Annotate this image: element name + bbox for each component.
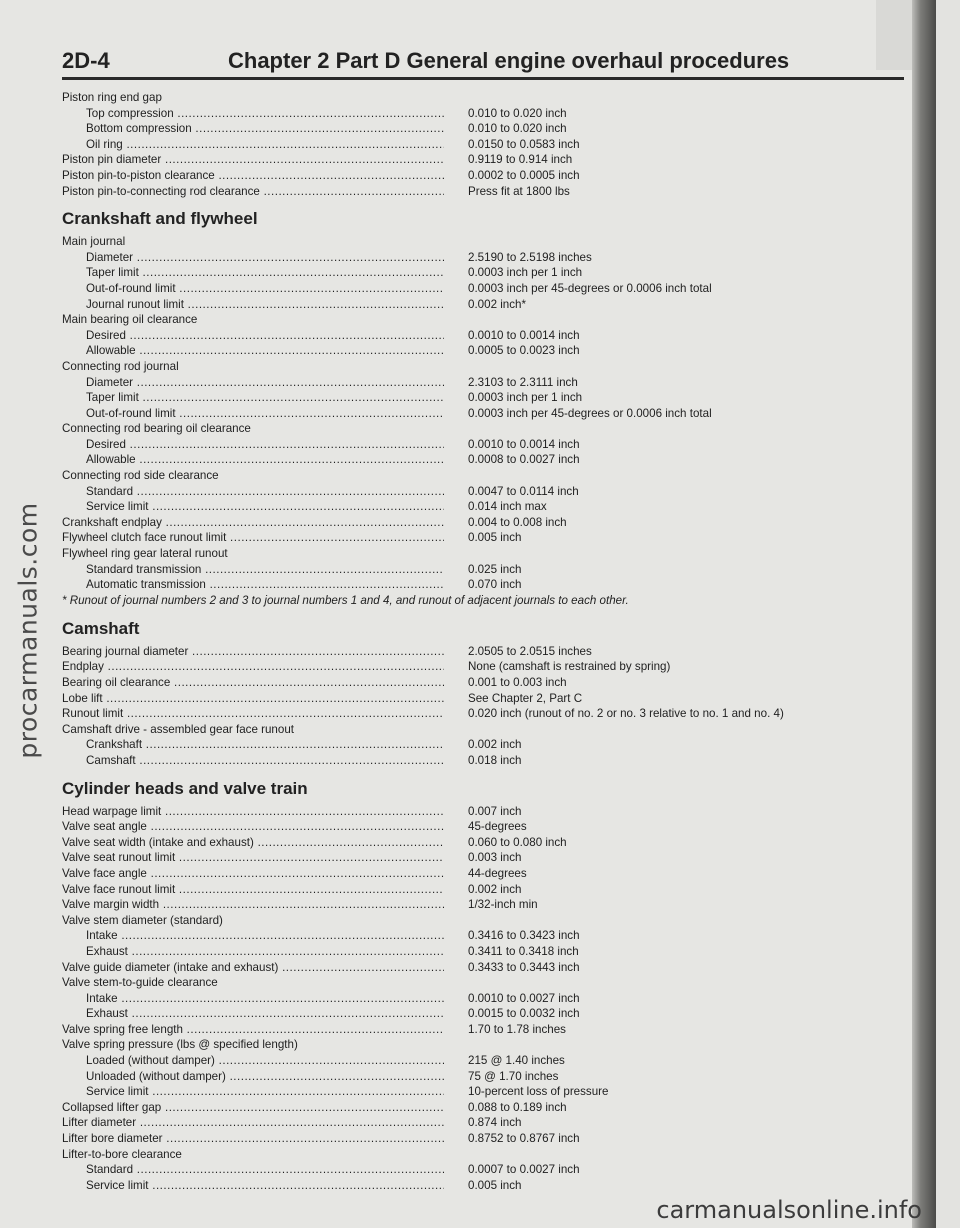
spec-label: Oil ring ..... <box>86 137 444 153</box>
spec-value: 0.0007 to 0.0027 inch <box>468 1163 580 1177</box>
spec-label: Lobe lift ..... <box>62 691 444 707</box>
spec-label: Out-of-round limit ..... <box>86 406 444 422</box>
spec-label: Intake ..... <box>86 991 444 1007</box>
spec-label: Valve face angle ..... <box>62 866 444 882</box>
spec-value: 0.0010 to 0.0014 inch <box>468 437 580 451</box>
spec-row <box>62 265 902 281</box>
spec-row <box>62 328 902 344</box>
spec-value: 0.0005 to 0.0023 inch <box>468 344 580 358</box>
spec-value: 0.060 to 0.080 inch <box>468 835 567 849</box>
spec-label: Service limit ..... <box>86 1084 444 1100</box>
spec-label: Unloaded (without damper) ..... <box>86 1069 444 1085</box>
spec-row <box>62 835 902 851</box>
spec-label: Diameter ..... <box>86 250 444 266</box>
spec-group-heading <box>62 90 902 106</box>
spec-row <box>62 753 902 769</box>
spec-row <box>62 882 902 898</box>
spec-label: Valve guide diameter (intake and exhaust) ..... <box>62 960 444 976</box>
spec-value: 2.0505 to 2.0515 inches <box>468 644 592 658</box>
spec-row <box>62 1100 902 1116</box>
spec-value: 0.025 inch <box>468 562 522 576</box>
spec-label: Out-of-round limit ..... <box>86 281 444 297</box>
spec-label: Crankshaft ..... <box>86 737 444 753</box>
spec-label: Diameter ..... <box>86 375 444 391</box>
side-watermark-text: procarmanuals.com <box>13 501 43 759</box>
spec-label: Valve stem-to-guide clearance <box>62 976 218 990</box>
spec-row <box>62 577 902 593</box>
section-title: Cylinder heads and valve train <box>62 778 308 798</box>
spec-value: 0.005 inch <box>468 531 522 545</box>
spec-label: Service limit ..... <box>86 499 444 515</box>
spec-value: 0.004 to 0.008 inch <box>468 515 567 529</box>
spec-value: 0.874 inch <box>468 1116 522 1130</box>
spec-label: Standard ..... <box>86 1162 444 1178</box>
spec-label: Main bearing oil clearance <box>62 313 198 327</box>
page-header <box>62 44 904 80</box>
spec-value: 0.0010 to 0.0027 inch <box>468 991 580 1005</box>
spec-group-heading <box>62 722 902 738</box>
chapter-title: Chapter 2 Part D General engine overhaul procedures <box>228 48 790 73</box>
spec-value: See Chapter 2, Part C <box>468 691 583 705</box>
spec-row <box>62 1022 902 1038</box>
page-number: 2D-4 <box>62 48 110 73</box>
spec-value: 0.3411 to 0.3418 inch <box>468 944 579 958</box>
spec-content <box>62 90 902 1193</box>
spec-row <box>62 1053 902 1069</box>
spec-label: Taper limit ..... <box>86 265 444 281</box>
spec-row <box>62 406 902 422</box>
spec-label: Valve stem diameter (standard) <box>62 913 223 927</box>
spec-label: Journal runout limit ..... <box>86 297 444 313</box>
spec-group-heading <box>62 359 902 375</box>
spec-row <box>62 644 902 660</box>
spec-label: Valve face runout limit ..... <box>62 882 444 898</box>
spec-label: Allowable ..... <box>86 343 444 359</box>
spec-value: 0.0003 inch per 1 inch <box>468 266 583 280</box>
spec-value: 0.0047 to 0.0114 inch <box>468 484 579 498</box>
spec-group-heading <box>62 234 902 250</box>
footnote: * Runout of journal numbers 2 and 3 to journal numbers 1 and 4, and runout of adjacent journals to each other. <box>62 593 629 607</box>
spec-row <box>62 437 902 453</box>
spec-row <box>62 897 902 913</box>
spec-row <box>62 706 902 722</box>
spec-label: Intake ..... <box>86 928 444 944</box>
spec-value: 0.002 inch* <box>468 297 527 311</box>
spec-row <box>62 659 902 675</box>
spec-row <box>62 515 902 531</box>
spec-label: Service limit ..... <box>86 1178 444 1194</box>
spec-label: Runout limit ..... <box>62 706 444 722</box>
spec-row <box>62 452 902 468</box>
spec-row <box>62 1178 902 1194</box>
spec-label: Bearing journal diameter ..... <box>62 644 444 660</box>
spec-label: Head warpage limit ..... <box>62 804 444 820</box>
spec-row <box>62 866 902 882</box>
spec-label: Crankshaft endplay ..... <box>62 515 444 531</box>
spec-value: 0.9119 to 0.914 inch <box>468 153 573 167</box>
spec-group-heading <box>62 913 902 929</box>
spec-label: Exhaust ..... <box>86 1006 444 1022</box>
section-title: Camshaft <box>62 618 140 638</box>
spec-row <box>62 281 902 297</box>
spec-row <box>62 691 902 707</box>
spec-value: 0.0008 to 0.0027 inch <box>468 453 580 467</box>
spec-value: 0.001 to 0.003 inch <box>468 676 567 689</box>
spec-row <box>62 960 902 976</box>
spec-label: Bottom compression ..... <box>86 121 444 137</box>
spec-value: 0.020 inch (runout of no. 2 or no. 3 relative to no. 1 and no. 4) <box>468 707 784 721</box>
spec-value: 1/32-inch min <box>468 898 538 912</box>
spec-value: 215 @ 1.40 inches <box>468 1054 565 1068</box>
spec-value: 0.014 inch max <box>468 500 547 514</box>
spec-row <box>62 562 902 578</box>
spec-value: 0.007 inch <box>468 804 522 818</box>
spec-row <box>62 1162 902 1178</box>
spec-row <box>62 944 902 960</box>
spec-value: None (camshaft is restrained by spring) <box>468 660 671 674</box>
spec-value: 0.8752 to 0.8767 inch <box>468 1132 580 1146</box>
spec-label: Desired ..... <box>86 437 444 453</box>
spec-row <box>62 184 902 200</box>
spec-row <box>62 121 902 137</box>
spec-value: 0.0003 inch per 45-degrees or 0.0006 inch total <box>468 406 712 420</box>
spec-row <box>62 152 902 168</box>
spec-label: Piston pin diameter ..... <box>62 152 444 168</box>
spec-group-heading <box>62 975 902 991</box>
spec-value: 0.018 inch <box>468 753 522 767</box>
spec-label: Standard transmission ..... <box>86 562 444 578</box>
spec-row <box>62 928 902 944</box>
spec-group-heading <box>62 312 902 328</box>
spec-value: 0.002 inch <box>468 738 522 752</box>
spec-label: Exhaust ..... <box>86 944 444 960</box>
spec-row <box>62 137 902 153</box>
footer-watermark: carmanualsonline.info <box>656 1196 922 1224</box>
spec-label: Camshaft ..... <box>86 753 444 769</box>
spec-row <box>62 804 902 820</box>
spec-value: 0.0150 to 0.0583 inch <box>468 137 580 151</box>
spec-value: 0.0003 inch per 45-degrees or 0.0006 inch total <box>468 281 712 295</box>
spec-row <box>62 991 902 1007</box>
page-edge-shadow <box>912 0 936 1228</box>
spec-value: 45-degrees <box>468 820 527 834</box>
spec-row <box>62 737 902 753</box>
spec-row <box>62 106 902 122</box>
spec-label: Piston pin-to-piston clearance ..... <box>62 168 444 184</box>
spec-value: 0.002 inch <box>468 882 522 896</box>
spec-label: Main journal <box>62 235 126 249</box>
spec-label: Taper limit ..... <box>86 390 444 406</box>
spec-label: Collapsed lifter gap ..... <box>62 1100 444 1116</box>
spec-label: Piston pin-to-connecting rod clearance ..... <box>62 184 444 200</box>
spec-row <box>62 1115 902 1131</box>
spec-value: 2.3103 to 2.3111 inch <box>468 375 578 389</box>
spec-group-heading <box>62 421 902 437</box>
spec-value: 0.0015 to 0.0032 inch <box>468 1007 580 1021</box>
spec-value: 2.5190 to 2.5198 inches <box>468 250 592 264</box>
spec-row <box>62 343 902 359</box>
spec-row <box>62 1131 902 1147</box>
spec-row <box>62 168 902 184</box>
spec-row <box>62 375 902 391</box>
spec-label: Valve seat width (intake and exhaust) ..... <box>62 835 444 851</box>
spec-row <box>62 819 902 835</box>
spec-label: Standard ..... <box>86 484 444 500</box>
spec-row <box>62 530 902 546</box>
spec-label: Loaded (without damper) ..... <box>86 1053 444 1069</box>
section-title: Crankshaft and flywheel <box>62 209 258 229</box>
spec-label: Top compression ..... <box>86 106 444 122</box>
spec-row <box>62 1069 902 1085</box>
spec-value: 75 @ 1.70 inches <box>468 1069 559 1083</box>
spec-value: Press fit at 1800 lbs <box>468 184 570 198</box>
spec-row <box>62 850 902 866</box>
spec-row <box>62 250 902 266</box>
spec-label: Valve seat runout limit ..... <box>62 850 444 866</box>
spec-label: Allowable ..... <box>86 452 444 468</box>
spec-label: Desired ..... <box>86 328 444 344</box>
spec-group-heading <box>62 1037 902 1053</box>
spec-value: 0.005 inch <box>468 1178 522 1192</box>
spec-label: Valve margin width ..... <box>62 897 444 913</box>
spec-label: Connecting rod journal <box>62 359 179 373</box>
spec-value: 0.010 to 0.020 inch <box>468 106 567 120</box>
spec-value: 10-percent loss of pressure <box>468 1085 609 1099</box>
spec-row <box>62 390 902 406</box>
spec-label: Connecting rod bearing oil clearance <box>62 422 251 436</box>
spec-label: Lifter-to-bore clearance <box>62 1147 182 1161</box>
spec-label: Valve seat angle ..... <box>62 819 444 835</box>
side-watermark <box>8 500 48 760</box>
spec-label: Valve spring free length ..... <box>62 1022 444 1038</box>
spec-label: Bearing oil clearance ..... <box>62 675 444 691</box>
spec-value: 0.070 inch <box>468 578 522 592</box>
spec-label: Lifter bore diameter ..... <box>62 1131 444 1147</box>
spec-row <box>62 1084 902 1100</box>
spec-row <box>62 484 902 500</box>
spec-value: 0.3416 to 0.3423 inch <box>468 929 580 943</box>
spec-value: 0.0003 inch per 1 inch <box>468 391 583 405</box>
spec-label: Flywheel ring gear lateral runout <box>62 547 228 561</box>
spec-label: Camshaft drive - assembled gear face runout <box>62 722 294 736</box>
spec-label: Flywheel clutch face runout limit ..... <box>62 530 444 546</box>
spec-row <box>62 675 902 691</box>
spec-value: 0.0010 to 0.0014 inch <box>468 328 580 342</box>
spec-label: Valve spring pressure (lbs @ specified length) <box>62 1038 298 1052</box>
spec-value: 44-degrees <box>468 866 527 880</box>
spec-value: 0.3433 to 0.3443 inch <box>468 960 580 974</box>
spec-row <box>62 499 902 515</box>
spec-label: Endplay ..... <box>62 659 444 675</box>
spec-value: 0.010 to 0.020 inch <box>468 122 567 136</box>
spec-group-heading <box>62 468 902 484</box>
spec-label: Lifter diameter ..... <box>62 1115 444 1131</box>
spec-row <box>62 297 902 313</box>
spec-group-heading <box>62 1147 902 1163</box>
spec-value: 0.088 to 0.189 inch <box>468 1100 567 1114</box>
spec-label: Automatic transmission ..... <box>86 577 444 593</box>
spec-group-heading <box>62 546 902 562</box>
spec-row <box>62 1006 902 1022</box>
spec-label: Piston ring end gap <box>62 91 162 104</box>
spec-value: 0.0002 to 0.0005 inch <box>468 168 580 182</box>
spec-value: 1.70 to 1.78 inches <box>468 1022 566 1036</box>
spec-label: Connecting rod side clearance <box>62 469 219 483</box>
header-rule <box>62 77 904 80</box>
spec-value: 0.003 inch <box>468 851 522 865</box>
